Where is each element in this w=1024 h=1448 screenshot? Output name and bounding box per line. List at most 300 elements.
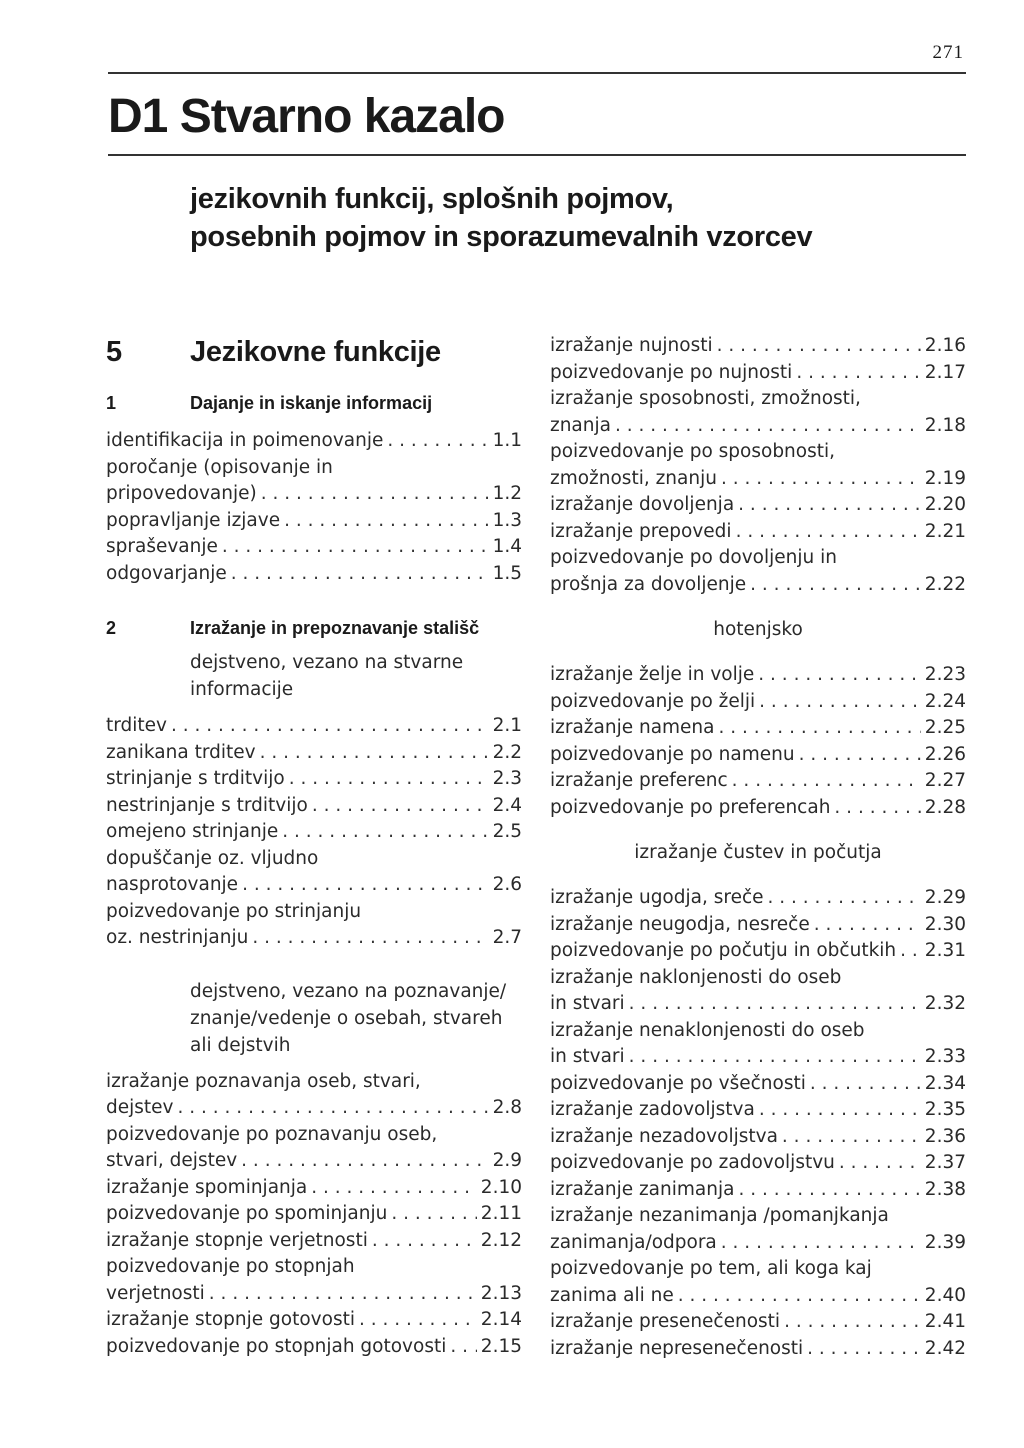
dot-leader	[768, 885, 921, 912]
dot-leader	[222, 534, 489, 561]
index-entry	[550, 1124, 966, 1151]
entry-line	[106, 899, 522, 926]
index-entry	[106, 508, 522, 535]
entry-term: poizvedovanje po všečnosti	[550, 1072, 806, 1094]
entry-term: nestrinjanje s trditvijo	[106, 794, 308, 816]
entry-term: izražanje nujnosti	[550, 335, 713, 356]
section-reference: 2.15	[480, 1335, 522, 1357]
dot-leader	[252, 925, 488, 952]
entry-term: izražanje nenaklonjenosti do oseb	[550, 1019, 865, 1041]
dot-leader	[282, 819, 488, 846]
dot-leader	[241, 1148, 488, 1175]
entry-term: poizvedovanje po stopnjah gotovosti	[106, 1335, 447, 1357]
section-heading	[106, 333, 522, 371]
entry-line	[106, 1307, 522, 1334]
entry-line	[550, 742, 966, 769]
spacer	[550, 652, 966, 662]
section-reference: 1.4	[492, 536, 522, 557]
entry-term: izražanje nepresenečenosti	[550, 1337, 804, 1359]
entry-term: poizvedovanje po preferencah	[550, 796, 831, 818]
section-reference: 2.23	[924, 664, 966, 685]
dot-leader	[171, 713, 489, 740]
index-entry	[106, 899, 522, 952]
section-reference: 2.24	[924, 690, 966, 712]
dot-leader	[209, 1281, 477, 1308]
section-reference: 2.42	[924, 1337, 966, 1359]
entry-term: poizvedovanje po sposobnosti,	[550, 441, 836, 462]
subsection-title: Izražanje in prepoznavanje stališč	[190, 618, 480, 638]
dot-leader	[372, 1228, 477, 1255]
entry-term: izražanje zadovoljstva	[550, 1099, 755, 1120]
section-reference: 2.6	[492, 874, 522, 895]
page-number: 271	[932, 42, 964, 63]
section-reference: 2.27	[924, 770, 966, 791]
section-reference: 2.3	[492, 768, 522, 789]
entry-term: nasprotovanje	[106, 874, 239, 895]
dot-leader	[311, 1175, 477, 1202]
dot-leader	[629, 1044, 921, 1071]
note-line: dejstveno, vezano na poznavanje/	[190, 980, 507, 1002]
section-reference: 2.13	[480, 1282, 522, 1304]
dot-leader	[810, 1071, 921, 1098]
index-entry	[550, 689, 966, 716]
entry-term: dejstev	[106, 1097, 174, 1118]
section-reference: 2.10	[480, 1176, 522, 1198]
section-reference: 2.12	[480, 1229, 522, 1251]
entry-line	[106, 1095, 522, 1122]
entry-term: poizvedovanje po spominjanju	[106, 1203, 388, 1224]
entry-term: poizvedovanje po zadovoljstvu	[550, 1152, 835, 1173]
dot-leader	[900, 938, 921, 965]
entry-line	[550, 439, 966, 466]
index-entry	[550, 386, 966, 439]
index-entry	[106, 713, 522, 740]
dot-leader	[284, 508, 488, 535]
note-line: dejstveno, vezano na stvarne	[190, 652, 464, 673]
dot-leader	[391, 1201, 476, 1228]
entry-term: izražanje želje in volje	[550, 664, 755, 685]
page-title: D1 Stvarno kazalo	[108, 90, 505, 143]
entry-line	[550, 912, 966, 939]
index-entry	[550, 1309, 966, 1336]
dot-leader	[261, 481, 489, 508]
entry-line	[106, 1148, 522, 1175]
entry-line	[550, 938, 966, 965]
index-entry	[550, 912, 966, 939]
dot-leader	[629, 991, 921, 1018]
section-reference: 2.18	[924, 414, 966, 436]
entry-term: verjetnosti	[106, 1282, 205, 1304]
entry-term: izražanje sposobnosti, zmožnosti,	[550, 388, 861, 409]
dot-leader	[799, 742, 921, 769]
entry-line	[550, 492, 966, 519]
index-entry	[550, 938, 966, 965]
title-rule	[108, 154, 966, 156]
entry-term: izražanje neugodja, nesreče	[550, 913, 810, 935]
section-reference: 2.40	[924, 1284, 966, 1306]
dot-leader	[289, 766, 489, 793]
index-entry	[550, 795, 966, 822]
entry-line	[106, 1122, 522, 1149]
entry-line	[106, 740, 522, 767]
spacer	[550, 821, 966, 831]
section-reference: 1.3	[492, 509, 522, 531]
entry-line	[106, 713, 522, 740]
entry-term: zanima ali ne	[550, 1284, 674, 1306]
index-entry	[550, 1150, 966, 1177]
dot-leader	[807, 1336, 921, 1363]
index-entry	[550, 1256, 966, 1309]
index-entry	[106, 1069, 522, 1122]
entry-line	[550, 991, 966, 1018]
entry-term: zanikana trditev	[106, 741, 256, 763]
entry-term: poizvedovanje po tem, ali koga kaj	[550, 1258, 872, 1279]
index-entry	[550, 965, 966, 1018]
index-entry	[550, 1336, 966, 1363]
entry-term: poizvedovanje po nujnosti	[550, 361, 793, 383]
entry-term: zmožnosti, znanju	[550, 467, 717, 489]
entry-term: popravljanje izjave	[106, 509, 281, 531]
index-entry	[106, 1307, 522, 1334]
category-note	[106, 978, 522, 1059]
section-reference: 2.29	[924, 887, 966, 908]
dot-leader	[750, 572, 921, 599]
section-reference: 2.37	[924, 1152, 966, 1173]
entry-term: stvari, dejstev	[106, 1150, 238, 1171]
entry-term: strinjanje s trditvijo	[106, 768, 285, 789]
dot-leader	[759, 689, 921, 716]
dot-leader	[784, 1309, 921, 1336]
index-entry	[106, 1254, 522, 1307]
note-line: informacije	[190, 679, 294, 700]
dot-leader	[260, 740, 489, 767]
section-reference: 2.22	[924, 573, 966, 595]
index-entry	[550, 742, 966, 769]
section-reference: 2.39	[924, 1231, 966, 1253]
entry-line	[106, 534, 522, 561]
section-reference: 2.4	[492, 794, 522, 816]
section-reference: 2.35	[924, 1099, 966, 1120]
section-reference: 2.8	[492, 1097, 522, 1118]
index-entry	[106, 534, 522, 561]
section-reference: 2.28	[924, 796, 966, 818]
index-list	[106, 428, 522, 587]
index-entry	[550, 662, 966, 689]
entry-line	[550, 1336, 966, 1363]
entry-term: omejeno strinjanje	[106, 821, 279, 842]
entry-line	[550, 1230, 966, 1257]
entry-term: izražanje spominjanja	[106, 1176, 308, 1198]
index-entry	[106, 846, 522, 899]
subsection-heading	[106, 613, 522, 643]
entry-term: izražanje poznavanja oseb, stvari,	[106, 1070, 421, 1092]
entry-term: izražanje ugodja, sreče	[550, 887, 764, 908]
category-note	[106, 649, 522, 703]
entry-term: spraševanje	[106, 536, 218, 557]
entry-line	[550, 519, 966, 546]
entry-line	[550, 1256, 966, 1283]
entry-term: znanja	[550, 414, 611, 436]
spacer	[106, 1059, 522, 1069]
entry-term: izražanje zanimanja	[550, 1178, 735, 1200]
section-reference: 2.7	[492, 927, 522, 948]
index-entry	[106, 428, 522, 455]
index-entry	[550, 519, 966, 546]
note-line: znanje/vedenje o osebah, stvareh	[190, 1007, 503, 1029]
index-entry	[550, 885, 966, 912]
section-reference: 1.2	[492, 483, 522, 504]
spacer	[106, 587, 522, 613]
entry-line	[106, 1069, 522, 1096]
dot-leader	[178, 1095, 489, 1122]
entry-term: izražanje stopnje gotovosti	[106, 1309, 355, 1330]
entry-term: izražanje presenečenosti	[550, 1311, 781, 1332]
entry-line	[550, 1097, 966, 1124]
index-entry	[106, 1175, 522, 1202]
entry-line	[550, 1203, 966, 1230]
entry-line	[106, 1201, 522, 1228]
index-entry	[106, 1228, 522, 1255]
dot-leader	[231, 561, 489, 588]
entry-line	[106, 455, 522, 482]
entry-term: dopuščanje oz. vljudno	[106, 847, 319, 869]
entry-term: poizvedovanje po stopnjah	[106, 1256, 355, 1277]
section-reference: 2.19	[924, 467, 966, 489]
subsection-heading	[106, 388, 522, 418]
subsection-number: 1	[106, 393, 117, 413]
section-reference: 2.41	[924, 1311, 966, 1332]
entry-term: pripovedovanje)	[106, 483, 257, 504]
section-reference: 2.14	[480, 1309, 522, 1330]
entry-line	[106, 481, 522, 508]
dot-leader	[782, 1124, 921, 1151]
entry-line	[106, 561, 522, 588]
entry-line	[550, 1150, 966, 1177]
index-entry	[550, 715, 966, 742]
index-entry	[106, 455, 522, 508]
note-line: ali dejstvih	[190, 1034, 291, 1056]
section-number: 5	[106, 336, 122, 368]
index-entry	[106, 740, 522, 767]
section-reference: 2.30	[924, 913, 966, 935]
section-reference: 2.38	[924, 1178, 966, 1200]
entry-term: poizvedovanje po želji	[550, 690, 756, 712]
section-reference: 1.1	[492, 430, 522, 451]
entry-term: in stvari	[550, 1046, 625, 1067]
section-reference: 2.20	[924, 494, 966, 515]
entry-line	[550, 466, 966, 493]
entry-line	[106, 1254, 522, 1281]
entry-term: trditev	[106, 715, 168, 736]
dot-leader	[814, 912, 921, 939]
spacer	[106, 952, 522, 978]
entry-line	[550, 795, 966, 822]
index-entry	[106, 1334, 522, 1361]
section-reference: 2.16	[924, 335, 966, 356]
entry-line	[550, 885, 966, 912]
entry-term: poizvedovanje po strinjanju	[106, 900, 362, 922]
index-list	[550, 662, 966, 821]
entry-term: oz. nestrinjanju	[106, 927, 249, 948]
entry-term: poizvedovanje po namenu	[550, 743, 795, 765]
entry-line	[550, 572, 966, 599]
entry-term: izražanje namena	[550, 717, 715, 738]
dot-leader	[721, 1230, 921, 1257]
entry-term: izražanje stopnje verjetnosti	[106, 1229, 368, 1251]
dot-leader	[450, 1334, 476, 1361]
section-reference: 2.32	[924, 993, 966, 1014]
entry-line	[550, 386, 966, 413]
entry-term: in stvari	[550, 993, 625, 1014]
index-list	[550, 333, 966, 598]
entry-line	[106, 872, 522, 899]
dot-leader	[242, 872, 489, 899]
entry-line	[550, 768, 966, 795]
entry-term: izražanje nezanimanja /pomanjkanja	[550, 1205, 889, 1226]
category-heading: izražanje čustev in počutja	[634, 842, 882, 863]
entry-line	[550, 1071, 966, 1098]
entry-term: izražanje naklonjenosti do oseb	[550, 966, 842, 988]
entry-term: zanimanja/odpora	[550, 1231, 717, 1253]
index-entry	[106, 766, 522, 793]
subtitle-line: posebnih pojmov in sporazumevalnih vzorcev	[190, 221, 813, 253]
entry-line	[550, 965, 966, 992]
entry-term: poročanje (opisovanje in	[106, 456, 333, 478]
index-list	[106, 1069, 522, 1361]
entry-line	[550, 1309, 966, 1336]
entry-line	[106, 428, 522, 455]
entry-term: identifikacija in poimenovanje	[106, 430, 384, 451]
entry-term: izražanje preferenc	[550, 770, 728, 791]
entry-term: izražanje prepovedi	[550, 520, 732, 542]
entry-line	[550, 1177, 966, 1204]
dot-leader	[758, 662, 921, 689]
entry-term: odgovarjanje	[106, 562, 227, 584]
entry-line	[550, 360, 966, 387]
entry-line	[550, 1018, 966, 1045]
index-entry	[106, 1201, 522, 1228]
dot-leader	[732, 768, 921, 795]
entry-line	[550, 1044, 966, 1071]
entry-term: poizvedovanje po počutju in občutkih	[550, 940, 897, 961]
dot-leader	[759, 1097, 921, 1124]
dot-leader	[678, 1283, 921, 1310]
dot-leader	[312, 793, 489, 820]
entry-line	[550, 715, 966, 742]
section-reference: 2.34	[924, 1072, 966, 1094]
section-reference: 2.25	[924, 717, 966, 738]
index-entry	[550, 333, 966, 360]
entry-line	[106, 925, 522, 952]
section-reference: 2.17	[924, 361, 966, 383]
entry-term: poizvedovanje po dovoljenju in	[550, 547, 837, 568]
section-reference: 2.21	[924, 520, 966, 542]
index-entry	[550, 1018, 966, 1071]
entry-line	[106, 1175, 522, 1202]
entry-line	[106, 1334, 522, 1361]
index-entry	[550, 439, 966, 492]
index-entry	[106, 561, 522, 588]
entry-line	[106, 846, 522, 873]
entry-line	[550, 662, 966, 689]
index-list	[106, 713, 522, 952]
section-reference: 2.1	[492, 715, 522, 736]
entry-line	[106, 1228, 522, 1255]
subtitle-line: jezikovnih funkcij, splošnih pojmov,	[190, 183, 674, 215]
top-rule	[108, 72, 966, 74]
section-reference: 2.11	[480, 1203, 522, 1224]
entry-line	[550, 413, 966, 440]
dot-leader	[615, 413, 921, 440]
index-entry	[550, 1097, 966, 1124]
dot-leader	[359, 1307, 477, 1334]
entry-line	[550, 333, 966, 360]
dot-leader	[738, 1177, 920, 1204]
index-entry	[550, 492, 966, 519]
dot-leader	[721, 466, 921, 493]
spacer	[550, 598, 966, 608]
section-reference: 2.26	[924, 743, 966, 765]
right-column	[550, 333, 966, 1362]
category-heading: hotenjsko	[713, 619, 803, 640]
spacer	[106, 703, 522, 713]
section-reference: 1.5	[492, 562, 522, 584]
section-title: Jezikovne funkcije	[190, 336, 441, 368]
index-entry	[550, 1177, 966, 1204]
subsection-title: Dajanje in iskanje informacij	[190, 393, 433, 413]
section-reference: 2.33	[924, 1046, 966, 1067]
entry-term: izražanje nezadovoljstva	[550, 1125, 778, 1147]
index-entry	[550, 1203, 966, 1256]
entry-line	[550, 689, 966, 716]
index-entry	[550, 768, 966, 795]
entry-line	[106, 508, 522, 535]
section-reference: 2.5	[492, 821, 522, 842]
section-reference: 2.2	[492, 741, 522, 763]
section-reference: 2.31	[924, 940, 966, 961]
section-reference: 2.36	[924, 1125, 966, 1147]
index-entry	[106, 1122, 522, 1175]
spacer	[550, 875, 966, 885]
dot-leader	[834, 795, 920, 822]
dot-leader	[738, 492, 921, 519]
subsection-number: 2	[106, 618, 117, 638]
subtitle	[190, 180, 812, 256]
dot-leader	[717, 333, 921, 360]
entry-line	[106, 766, 522, 793]
dot-leader	[719, 715, 921, 742]
index-list	[550, 885, 966, 1362]
entry-term: poizvedovanje po poznavanju oseb,	[106, 1123, 438, 1145]
entry-line	[550, 1283, 966, 1310]
index-entry	[550, 1071, 966, 1098]
entry-term: izražanje dovoljenja	[550, 494, 735, 515]
index-entry	[550, 545, 966, 598]
index-entry	[106, 793, 522, 820]
dot-leader	[387, 428, 488, 455]
entry-term: prošnja za dovoljenje	[550, 573, 747, 595]
entry-line	[550, 1124, 966, 1151]
dot-leader	[796, 360, 920, 387]
section-reference: 2.9	[492, 1150, 522, 1171]
entry-line	[106, 793, 522, 820]
dot-leader	[736, 519, 921, 546]
dot-leader	[839, 1150, 921, 1177]
index-entry	[550, 360, 966, 387]
spacer	[106, 418, 522, 428]
left-column	[106, 333, 522, 1360]
entry-line	[106, 1281, 522, 1308]
